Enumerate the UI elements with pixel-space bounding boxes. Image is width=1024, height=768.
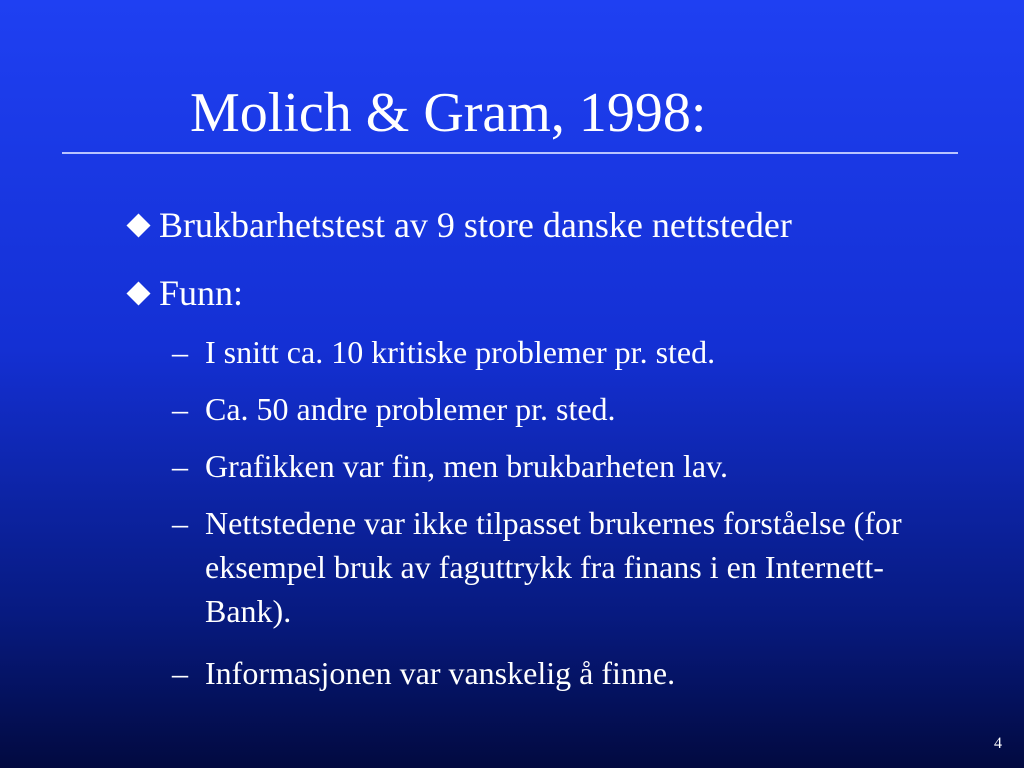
slide-title: Molich & Gram, 1998: xyxy=(190,82,707,144)
dash-bullet: – xyxy=(172,448,188,484)
title-divider xyxy=(62,152,958,154)
bullet-text: Funn: xyxy=(159,273,244,313)
diamond-bullet-icon xyxy=(126,281,150,305)
sub-bullet-text: Ca. 50 andre problemer pr. sted. xyxy=(205,391,616,427)
sub-bullet-item xyxy=(172,501,962,633)
diamond-bullet-icon xyxy=(126,213,150,237)
bullet-item xyxy=(125,203,792,247)
sub-bullet-text: Nettstedene var ikke tilpasset brukernes forståelse (for eksempel bruk av faguttrykk fra finans i en Internett-Bank). xyxy=(205,505,902,629)
sub-bullet-text: I snitt ca. 10 kritiske problemer pr. sted. xyxy=(205,334,716,370)
sub-bullet-item xyxy=(172,330,962,374)
sub-bullet-text: Grafikken var fin, men brukbarheten lav. xyxy=(205,448,729,484)
bullet-item xyxy=(125,271,243,315)
bullet-text: Brukbarhetstest av 9 store danske nettsteder xyxy=(159,205,792,245)
sub-bullet-text: Informasjonen var vanskelig å finne. xyxy=(205,655,676,691)
page-number: 4 xyxy=(994,735,1002,752)
sub-bullet-item xyxy=(172,651,962,695)
sub-bullet-item xyxy=(172,387,962,431)
dash-bullet: – xyxy=(172,334,188,370)
sub-bullet-item xyxy=(172,444,962,488)
dash-bullet: – xyxy=(172,391,188,427)
dash-bullet: – xyxy=(172,505,188,541)
dash-bullet: – xyxy=(172,655,188,691)
